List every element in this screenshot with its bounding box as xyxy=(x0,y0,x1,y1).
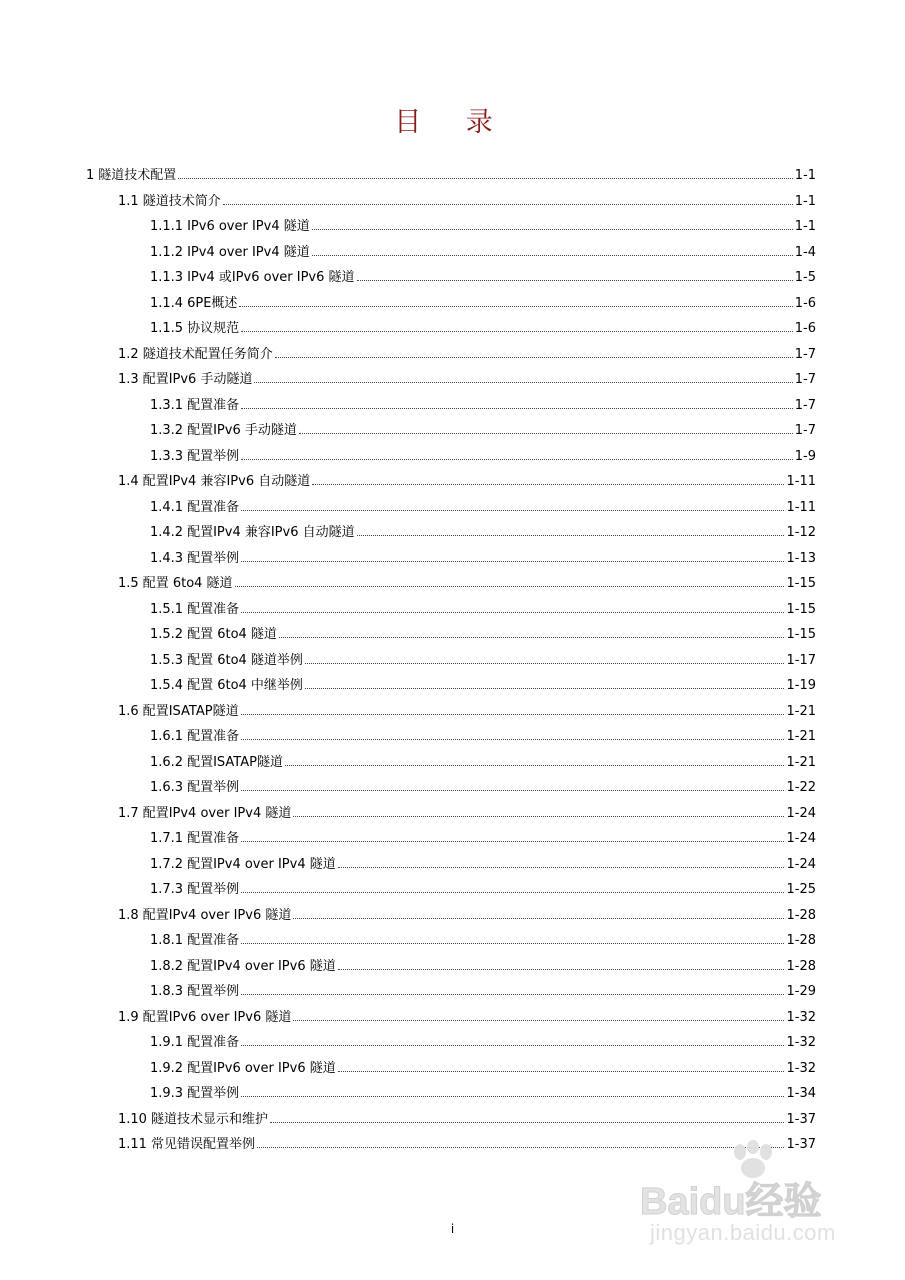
toc-entry[interactable] xyxy=(118,574,816,592)
toc-entry-number: 1.7.3 xyxy=(150,882,184,897)
toc-dot-leader xyxy=(223,192,793,205)
toc-entry-label: 配置准备 xyxy=(187,933,240,948)
watermark-logo-text: Baidu经验 xyxy=(640,1181,822,1223)
toc-dot-leader xyxy=(312,472,784,485)
toc-entry[interactable] xyxy=(150,982,816,1000)
toc-entry[interactable] xyxy=(150,268,816,286)
toc-entry[interactable] xyxy=(150,294,816,312)
toc-entry-number: 1.11 xyxy=(118,1137,147,1152)
toc-dot-leader xyxy=(357,268,793,281)
toc-entry-number: 1.5.3 xyxy=(150,652,184,668)
toc-entry[interactable] xyxy=(150,498,816,516)
toc-entry-number: 1.1.1 xyxy=(150,219,184,234)
toc-entry-page: 1-5 xyxy=(794,270,816,285)
toc-dot-leader xyxy=(241,1084,784,1097)
toc-entry-label: 配置举例 xyxy=(187,550,240,566)
toc-dot-leader xyxy=(241,829,784,842)
toc-entry-number: 1 xyxy=(86,168,95,183)
toc-entry[interactable] xyxy=(118,906,816,924)
toc-entry-number: 1.3.2 xyxy=(150,423,184,438)
toc-entry[interactable] xyxy=(118,345,816,363)
toc-entry[interactable] xyxy=(150,829,816,847)
toc-entry[interactable] xyxy=(118,370,816,388)
toc-dot-leader xyxy=(241,982,784,995)
toc-entry-label: 配置 6to4 隧道 xyxy=(187,627,277,642)
toc-entry-number: 1.10 xyxy=(118,1111,147,1127)
toc-dot-leader xyxy=(239,294,792,307)
toc-entry-number: 1.7 xyxy=(118,805,139,821)
toc-entry[interactable] xyxy=(118,804,816,822)
toc-entry-page: 1-12 xyxy=(786,525,816,540)
toc-entry-page: 1-28 xyxy=(786,933,816,948)
toc-entry[interactable] xyxy=(118,1110,816,1128)
toc-entry-label: 配置ISATAP隧道 xyxy=(187,754,283,770)
toc-entry-page: 1-25 xyxy=(786,882,816,897)
toc-entry-label: 配置IPv4 兼容IPv6 自动隧道 xyxy=(187,525,355,540)
toc-entry[interactable] xyxy=(150,523,816,541)
toc-entry[interactable] xyxy=(150,957,816,975)
toc-entry-label: 配置IPv4 over IPv4 隧道 xyxy=(142,805,292,821)
toc-dot-leader xyxy=(285,753,785,766)
toc-dot-leader xyxy=(241,702,785,715)
toc-entry-number: 1.9.1 xyxy=(150,1035,184,1050)
toc-entry-page: 1-21 xyxy=(786,754,816,770)
watermark-url: jingyan.baidu.com xyxy=(650,1220,836,1245)
toc-entry-number: 1.1.5 xyxy=(150,321,184,336)
toc-entry-page: 1-15 xyxy=(786,627,816,642)
baidu-watermark xyxy=(640,1140,870,1250)
toc-entry-label: 配置举例 xyxy=(187,780,240,795)
toc-entry-label: 配置准备 xyxy=(187,397,240,413)
toc-dot-leader xyxy=(241,880,784,893)
toc-entry-label: 协议规范 xyxy=(187,321,240,336)
toc-entry-page: 1-7 xyxy=(794,397,816,413)
toc-entry-page: 1-28 xyxy=(786,907,816,923)
toc-entry-label: 配置举例 xyxy=(187,448,240,464)
toc-entry-page: 1-24 xyxy=(786,805,816,821)
toc-entry-label: 配置 6to4 中继举例 xyxy=(187,678,303,693)
toc-dot-leader xyxy=(275,345,793,358)
toc-entry-label: 配置IPv4 兼容IPv6 自动隧道 xyxy=(142,474,311,489)
toc-entry-label: 配置IPv4 over IPv6 隧道 xyxy=(142,907,292,923)
toc-entry-label: 配置IPv6 手动隧道 xyxy=(142,372,253,387)
toc-entry-label: 配置 6to4 隧道 xyxy=(142,576,233,591)
toc-entry[interactable] xyxy=(150,217,816,235)
toc-entry-label: 配置举例 xyxy=(187,984,240,999)
toc-entry-number: 1.6.2 xyxy=(150,754,184,770)
toc-entry-number: 1.5.2 xyxy=(150,627,184,642)
toc-dot-leader xyxy=(338,1059,785,1072)
toc-entry-label: 隧道技术配置任务简介 xyxy=(142,346,273,362)
toc-entry[interactable] xyxy=(150,243,816,261)
toc-entry[interactable] xyxy=(150,855,816,873)
toc-entry-page: 1-4 xyxy=(794,244,816,260)
toc-entry-page: 1-1 xyxy=(794,219,816,234)
toc-entry-number: 1.6 xyxy=(118,703,139,719)
toc-entry-page: 1-24 xyxy=(786,856,816,872)
toc-entry-page: 1-15 xyxy=(786,601,816,617)
toc-entry-page: 1-1 xyxy=(794,168,816,183)
toc-entry-label: 配置准备 xyxy=(187,1035,240,1050)
toc-dot-leader xyxy=(241,319,793,332)
toc-entry-page: 1-6 xyxy=(794,321,816,336)
toc-entry-page: 1-13 xyxy=(786,550,816,566)
page-number: i xyxy=(450,1222,455,1236)
toc-entry[interactable] xyxy=(150,727,816,745)
toc-entry-number: 1.8 xyxy=(118,907,139,923)
toc-entry-label: 配置举例 xyxy=(187,882,240,897)
toc-dot-leader xyxy=(338,957,785,970)
toc-entry[interactable] xyxy=(150,753,816,771)
toc-entry[interactable] xyxy=(150,1084,816,1102)
toc-entry[interactable] xyxy=(150,1033,816,1051)
toc-entry-page: 1-7 xyxy=(794,346,816,362)
toc-dot-leader xyxy=(312,217,793,230)
toc-entry-number: 1.4 xyxy=(118,474,139,489)
toc-entry-number: 1.3.1 xyxy=(150,397,184,413)
toc-entry-page: 1-28 xyxy=(786,958,816,974)
toc-entry-page: 1-7 xyxy=(794,372,816,387)
toc-dot-leader xyxy=(338,855,785,868)
toc-entry-label: 常见错误配置举例 xyxy=(150,1137,255,1152)
toc-entry-page: 1-37 xyxy=(786,1111,816,1127)
toc-entry-page: 1-21 xyxy=(786,703,816,719)
toc-dot-leader xyxy=(241,778,784,791)
toc-dot-leader xyxy=(241,549,784,562)
toc-entry[interactable] xyxy=(150,931,816,949)
toc-dot-leader xyxy=(241,727,784,740)
toc-entry-label: 配置准备 xyxy=(187,729,240,744)
toc-entry-page: 1-32 xyxy=(786,1060,816,1076)
toc-entry-number: 1.8.1 xyxy=(150,933,184,948)
toc-entry-number: 1.6.1 xyxy=(150,729,184,744)
toc-dot-leader xyxy=(312,243,793,256)
toc-entry[interactable] xyxy=(118,192,816,210)
toc-entry-label: 配置 6to4 隧道举例 xyxy=(187,652,303,668)
toc-entry-label: 配置举例 xyxy=(187,1086,240,1101)
toc-entry-number: 1.1.2 xyxy=(150,244,184,260)
toc-entry[interactable] xyxy=(150,447,816,465)
toc-entry-label: 配置准备 xyxy=(187,831,240,846)
toc-entry[interactable] xyxy=(86,166,816,184)
toc-entry-number: 1.8.2 xyxy=(150,958,184,974)
toc-dot-leader xyxy=(241,600,784,613)
toc-entry[interactable] xyxy=(118,1008,816,1026)
toc-entry-number: 1.3 xyxy=(118,372,139,387)
toc-entry[interactable] xyxy=(150,880,816,898)
toc-entry-page: 1-22 xyxy=(786,780,816,795)
toc-entry-page: 1-11 xyxy=(786,474,816,489)
toc-entry[interactable] xyxy=(150,778,816,796)
toc-entry-page: 1-11 xyxy=(786,499,816,515)
toc-entry-number: 1.6.3 xyxy=(150,780,184,795)
toc-entry-page: 1-1 xyxy=(794,193,816,209)
toc-entry-label: 隧道技术配置 xyxy=(98,168,177,183)
toc-entry-number: 1.5 xyxy=(118,576,139,591)
toc-dot-leader xyxy=(305,676,785,689)
toc-entry-page: 1-9 xyxy=(794,448,816,464)
toc-entry-label: 配置准备 xyxy=(187,499,240,515)
toc-entry-page: 1-17 xyxy=(786,652,816,668)
toc-entry[interactable] xyxy=(150,396,816,414)
toc-entry-page: 1-7 xyxy=(794,423,816,438)
toc-entry-page: 1-37 xyxy=(786,1137,816,1152)
toc-dot-leader xyxy=(293,1008,784,1021)
toc-entry-page: 1-32 xyxy=(786,1009,816,1025)
toc-entry-number: 1.5.1 xyxy=(150,601,184,617)
toc-title: 目 录 xyxy=(394,107,511,138)
toc-dot-leader xyxy=(279,625,785,638)
toc-entry[interactable] xyxy=(118,702,816,720)
toc-entry-page: 1-15 xyxy=(786,576,816,591)
toc-entry[interactable] xyxy=(150,676,816,694)
toc-entry-page: 1-6 xyxy=(794,295,816,311)
toc-entry-number: 1.8.3 xyxy=(150,984,184,999)
toc-entry-label: 配置IPv4 over IPv6 隧道 xyxy=(187,958,336,974)
toc-entry-page: 1-24 xyxy=(786,831,816,846)
toc-dot-leader xyxy=(293,804,784,817)
toc-entry-page: 1-19 xyxy=(786,678,816,693)
toc-entry[interactable] xyxy=(150,651,816,669)
toc-entry-number: 1.7.2 xyxy=(150,856,184,872)
toc-entry-number: 1.3.3 xyxy=(150,448,184,464)
toc-dot-leader xyxy=(241,931,784,944)
toc-entry-number: 1.2 xyxy=(118,346,139,362)
toc-entry-label: 配置ISATAP隧道 xyxy=(142,703,239,719)
toc-entry-label: 配置IPv6 over IPv6 隧道 xyxy=(187,1060,336,1076)
toc-entry-number: 1.1 xyxy=(118,193,139,209)
toc-entry-number: 1.4.2 xyxy=(150,525,184,540)
toc-dot-leader xyxy=(241,447,793,460)
toc-entry[interactable] xyxy=(150,319,816,337)
toc-entry-label: 6PE概述 xyxy=(187,295,238,311)
toc-entry-number: 1.9 xyxy=(118,1009,139,1025)
toc-dot-leader xyxy=(235,574,785,587)
toc-entry-number: 1.1.3 xyxy=(150,270,184,285)
toc-entry-label: 隧道技术简介 xyxy=(142,193,221,209)
toc-entry-label: 配置IPv6 over IPv6 隧道 xyxy=(142,1009,292,1025)
toc-entry[interactable] xyxy=(118,472,816,490)
toc-dot-leader xyxy=(305,651,785,664)
toc-dot-leader xyxy=(241,396,793,409)
toc-entry-label: 配置IPv4 over IPv4 隧道 xyxy=(187,856,336,872)
toc-dot-leader xyxy=(299,421,793,434)
toc-entry-page: 1-34 xyxy=(786,1086,816,1101)
toc-entry-number: 1.1.4 xyxy=(150,295,184,311)
toc-entry-label: IPv6 over IPv4 隧道 xyxy=(187,219,310,234)
toc-dot-leader xyxy=(241,1033,784,1046)
toc-entry-number: 1.9.2 xyxy=(150,1060,184,1076)
toc-entry[interactable] xyxy=(150,625,816,643)
toc-dot-leader xyxy=(254,370,792,383)
toc-entry-number: 1.4.1 xyxy=(150,499,184,515)
toc-entry[interactable] xyxy=(150,549,816,567)
toc-entry-label: 配置IPv6 手动隧道 xyxy=(187,423,297,438)
toc-entry-page: 1-21 xyxy=(786,729,816,744)
toc-dot-leader xyxy=(241,498,784,511)
toc-entry[interactable] xyxy=(150,1059,816,1077)
toc-entry[interactable] xyxy=(150,600,816,618)
toc-dot-leader xyxy=(270,1110,785,1123)
toc-entry-number: 1.7.1 xyxy=(150,831,184,846)
toc-entry-number: 1.9.3 xyxy=(150,1086,184,1101)
toc-dot-leader xyxy=(357,523,785,536)
toc-entry-page: 1-29 xyxy=(786,984,816,999)
toc-entry[interactable] xyxy=(150,421,816,439)
toc-dot-leader xyxy=(293,906,784,919)
toc-entry-label: 隧道技术显示和维护 xyxy=(150,1111,268,1127)
toc-entry-label: IPv4 或IPv6 over IPv6 隧道 xyxy=(187,270,355,285)
toc-entry-label: IPv4 over IPv4 隧道 xyxy=(187,244,310,260)
toc-entry-page: 1-32 xyxy=(786,1035,816,1050)
toc-entry-number: 1.5.4 xyxy=(150,678,184,693)
toc-entry-label: 配置准备 xyxy=(187,601,240,617)
toc-dot-leader xyxy=(178,166,792,179)
toc-entry-number: 1.4.3 xyxy=(150,550,184,566)
